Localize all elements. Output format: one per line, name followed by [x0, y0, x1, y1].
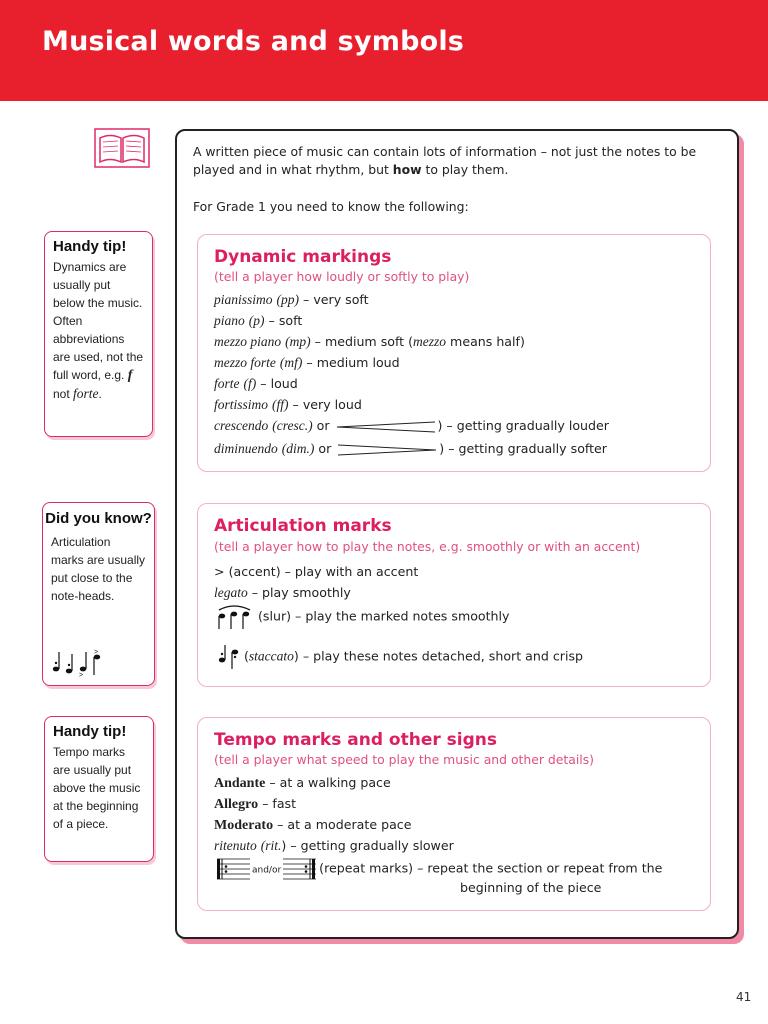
intro-text: A written piece of music can contain lots of information – not just the notes to be played and in what rhythm, but how to play them.: [193, 144, 697, 177]
tip-body: Dynamics are usually put below the music. Often abbreviations are used, not the full word, e.g. f not forte.: [53, 260, 144, 401]
dynamic-item: fortissimo (ff) – very loud: [214, 397, 362, 412]
articulation-marks-box: [197, 503, 711, 687]
svg-text:>: >: [79, 672, 84, 677]
tip-body: Articulation marks are usually put close to the note-heads.: [51, 535, 146, 603]
section-subtitle: (tell a player what speed to play the music and other details): [214, 752, 595, 767]
tip-title: Did you know?: [45, 510, 152, 527]
dynamic-markings-box: [197, 234, 711, 472]
repeat-marks-item-cont: beginning of the piece: [460, 880, 602, 895]
tip-body: Tempo marks are usually put above the music at the beginning of a piece.: [53, 745, 141, 831]
dynamic-item: mezzo forte (mf) – medium loud: [214, 355, 400, 370]
tip-title: Handy tip!: [53, 723, 127, 740]
andante-item: Andante – at a walking pace: [214, 775, 391, 791]
crescendo-item: crescendo (cresc.) or ) – getting gradually louder: [214, 418, 609, 433]
section-subtitle: (tell a player how to play the notes, e.g. smoothly or with an accent): [214, 539, 641, 554]
intro-grade-text: For Grade 1 you need to know the following:: [193, 199, 469, 214]
moderato-item: Moderato – at a moderate pace: [214, 817, 412, 833]
diminuendo-item: diminuendo (dim.) or ) – getting gradually softer: [214, 441, 607, 456]
allegro-item: Allegro – fast: [214, 796, 297, 812]
dynamic-item: pianissimo (pp) – very soft: [214, 292, 369, 307]
repeat-start-icon: [216, 858, 250, 880]
section-title: Articulation marks: [214, 516, 392, 536]
book-icon: [94, 128, 150, 168]
slur-notes-icon: [216, 604, 256, 630]
section-title: Dynamic markings: [214, 247, 392, 267]
staccato-item: (staccato) – play these notes detached, short and crisp: [214, 644, 583, 670]
ritenuto-item: ritenuto (rit.) – getting gradually slower: [214, 838, 454, 853]
main-panel: [175, 129, 739, 939]
articulation-notes-icon: [51, 649, 111, 677]
accent-item: > (accent) – play with an accent: [214, 564, 419, 579]
handy-tip-dynamics: [44, 231, 153, 437]
svg-text:>: >: [94, 649, 99, 656]
tip-title: Handy tip!: [53, 238, 127, 255]
dynamic-item: mezzo piano (mp) – medium soft (mezzo means half): [214, 334, 525, 349]
staccato-notes-icon: [216, 644, 242, 670]
tempo-marks-box: [197, 717, 711, 911]
title-banner: [0, 0, 768, 101]
section-subtitle: (tell a player how loudly or softly to play): [214, 269, 470, 284]
handy-tip-tempo: [44, 716, 154, 862]
did-you-know-articulation: [42, 502, 155, 686]
slur-item: (slur) – play the marked notes smoothly: [214, 604, 510, 630]
dynamic-item: forte (f) – loud: [214, 376, 298, 391]
diminuendo-hairpin-icon: [337, 444, 437, 456]
repeat-marks-item: and/or (repeat marks) – repeat the section or repeat from the: [214, 858, 662, 880]
page-number: 41: [736, 990, 752, 1004]
dynamic-item: piano (p) – soft: [214, 313, 303, 328]
repeat-end-icon: [283, 858, 317, 880]
crescendo-hairpin-icon: [336, 421, 436, 433]
legato-item: legato – play smoothly: [214, 585, 351, 600]
section-title: Tempo marks and other signs: [214, 730, 497, 750]
page-title: Musical words and symbols: [42, 26, 465, 57]
